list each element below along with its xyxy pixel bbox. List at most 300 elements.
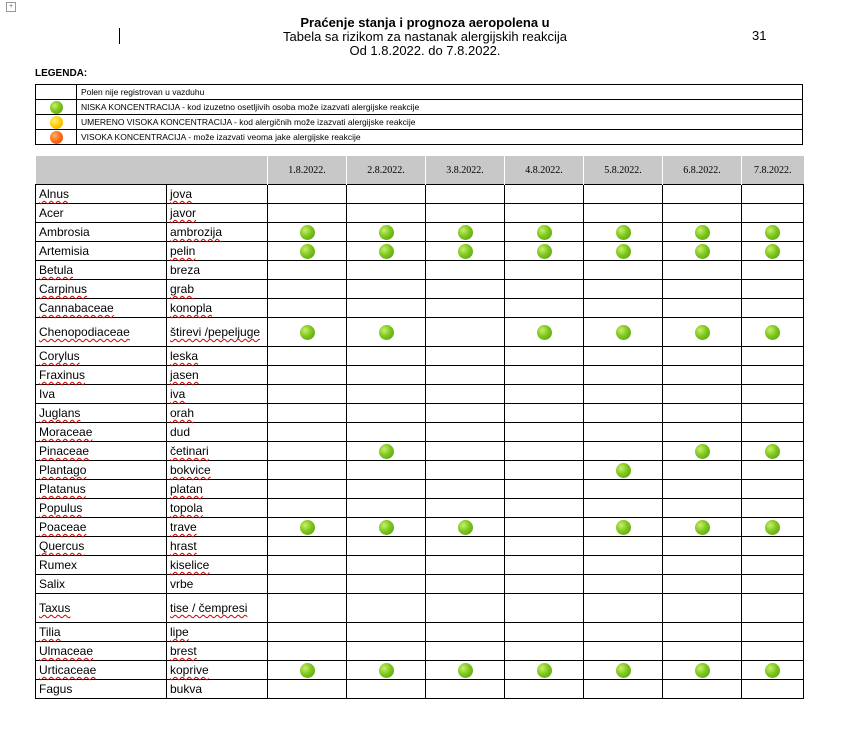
green-dot-icon: [537, 325, 552, 340]
risk-cell: [347, 537, 426, 556]
risk-cell: [426, 280, 505, 299]
plant-latin-cell: [36, 442, 167, 461]
risk-cell: [505, 642, 584, 661]
risk-cell: [505, 594, 584, 623]
date-header-row: [36, 156, 804, 185]
risk-cell: [663, 261, 742, 280]
plant-latin-name: Fagus: [39, 682, 73, 696]
risk-cell: [663, 680, 742, 699]
plant-local-cell: [167, 385, 268, 404]
legend-swatch: [36, 100, 77, 115]
green-dot-icon: [695, 325, 710, 340]
table-row: [36, 347, 804, 366]
risk-cell: [663, 480, 742, 499]
plant-latin-cell: [36, 499, 167, 518]
table-row: [36, 537, 804, 556]
table-row: [36, 385, 804, 404]
risk-cell: [584, 280, 663, 299]
risk-cell: [268, 223, 347, 242]
plant-local-cell: [167, 366, 268, 385]
plant-latin-cell: [36, 537, 167, 556]
risk-cell: [505, 366, 584, 385]
risk-cell: [268, 680, 347, 699]
green-dot-icon: [300, 244, 315, 259]
risk-cell: [426, 204, 505, 223]
risk-cell: [268, 499, 347, 518]
risk-cell: [505, 318, 584, 347]
table-row: [36, 575, 804, 594]
risk-cell: [742, 594, 804, 623]
plant-latin-cell: [36, 347, 167, 366]
plant-local-cell: [167, 642, 268, 661]
risk-cell: [347, 204, 426, 223]
green-dot-icon: [616, 325, 631, 340]
green-dot-icon: [695, 225, 710, 240]
risk-cell: [347, 623, 426, 642]
text-cursor: [119, 28, 120, 44]
risk-cell: [584, 204, 663, 223]
risk-cell: [584, 423, 663, 442]
risk-cell: [426, 623, 505, 642]
risk-cell: [347, 642, 426, 661]
plant-local-name: hrast: [170, 539, 197, 553]
risk-cell: [426, 423, 505, 442]
plant-latin-cell: [36, 204, 167, 223]
risk-cell: [426, 347, 505, 366]
legend-text: UMERENO VISOKA KONCENTRACIJA - kod alergičnih može izazvati alergijske reakcije: [77, 115, 803, 130]
risk-cell: [663, 461, 742, 480]
risk-cell: [505, 480, 584, 499]
plant-latin-cell: [36, 404, 167, 423]
date-header: 3.8.2022.: [426, 156, 505, 185]
risk-cell: [347, 518, 426, 537]
risk-cell: [584, 623, 663, 642]
table-row: [36, 518, 804, 537]
risk-cell: [505, 185, 584, 204]
green-dot-icon: [50, 101, 63, 114]
risk-cell: [663, 642, 742, 661]
plant-latin-cell: [36, 318, 167, 347]
risk-cell: [505, 442, 584, 461]
plant-local-cell: [167, 680, 268, 699]
risk-cell: [742, 423, 804, 442]
risk-cell: [347, 680, 426, 699]
title-line-3: Od 1.8.2022. do 7.8.2022.: [349, 43, 501, 58]
risk-cell: [426, 242, 505, 261]
risk-cell: [505, 499, 584, 518]
risk-cell: [742, 347, 804, 366]
risk-cell: [268, 347, 347, 366]
plant-local-name: bokvice: [170, 463, 211, 477]
risk-cell: [505, 347, 584, 366]
risk-cell: [426, 223, 505, 242]
plant-latin-cell: [36, 185, 167, 204]
risk-cell: [584, 385, 663, 404]
risk-cell: [742, 442, 804, 461]
plant-local-cell: [167, 499, 268, 518]
plant-latin-cell: [36, 575, 167, 594]
risk-cell: [347, 299, 426, 318]
risk-cell: [268, 461, 347, 480]
green-dot-icon: [765, 444, 780, 459]
plant-latin-name: Juglans: [39, 406, 81, 420]
table-row: [36, 223, 804, 242]
plant-latin-cell: [36, 280, 167, 299]
risk-cell: [347, 366, 426, 385]
green-dot-icon: [379, 325, 394, 340]
plant-latin-name: Platanus: [39, 482, 86, 496]
risk-cell: [742, 480, 804, 499]
plant-local-cell: [167, 404, 268, 423]
green-dot-icon: [458, 225, 473, 240]
risk-cell: [742, 242, 804, 261]
plant-latin-cell: [36, 556, 167, 575]
risk-cell: [268, 385, 347, 404]
plant-latin-name: Quercus: [39, 539, 85, 553]
legend-table: [35, 84, 803, 145]
risk-cell: [268, 661, 347, 680]
risk-cell: [742, 261, 804, 280]
plant-local-cell: [167, 223, 268, 242]
legend-label: LEGENDA:: [35, 68, 88, 79]
plant-latin-cell: [36, 480, 167, 499]
plant-latin-cell: [36, 223, 167, 242]
risk-cell: [505, 280, 584, 299]
risk-cell: [584, 575, 663, 594]
risk-cell: [584, 556, 663, 575]
plant-latin-cell: [36, 461, 167, 480]
risk-cell: [347, 404, 426, 423]
risk-cell: [268, 594, 347, 623]
green-dot-icon: [379, 520, 394, 535]
green-dot-icon: [379, 444, 394, 459]
plant-local-cell: [167, 661, 268, 680]
plant-local-name: topola: [170, 501, 203, 515]
date-header: 4.8.2022.: [505, 156, 584, 185]
plant-local-cell: [167, 261, 268, 280]
risk-cell: [584, 642, 663, 661]
risk-cell: [426, 261, 505, 280]
risk-cell: [742, 318, 804, 347]
risk-cell: [347, 594, 426, 623]
plant-local-name: grab: [170, 282, 195, 296]
risk-cell: [426, 480, 505, 499]
risk-cell: [426, 556, 505, 575]
table-row: [36, 594, 804, 623]
table-row: [36, 442, 804, 461]
green-dot-icon: [765, 520, 780, 535]
legend-item: [36, 130, 803, 145]
plant-local-cell: [167, 623, 268, 642]
risk-cell: [584, 480, 663, 499]
green-dot-icon: [765, 244, 780, 259]
risk-cell: [426, 461, 505, 480]
table-row: [36, 423, 804, 442]
risk-cell: [663, 347, 742, 366]
risk-cell: [663, 385, 742, 404]
plant-latin-cell: [36, 385, 167, 404]
green-dot-icon: [695, 244, 710, 259]
risk-cell: [426, 318, 505, 347]
risk-cell: [426, 499, 505, 518]
risk-cell: [268, 280, 347, 299]
legend-swatch: [36, 130, 77, 145]
plant-latin-name: Urticaceae: [39, 663, 97, 677]
risk-cell: [347, 499, 426, 518]
green-dot-icon: [458, 520, 473, 535]
plant-latin-name: Fraxinus: [39, 368, 86, 382]
plant-local-name: jova: [170, 187, 193, 201]
risk-cell: [742, 404, 804, 423]
risk-cell: [268, 480, 347, 499]
risk-cell: [663, 518, 742, 537]
risk-cell: [584, 537, 663, 556]
risk-cell: [505, 537, 584, 556]
plant-latin-cell: [36, 261, 167, 280]
legend-item: [36, 100, 803, 115]
green-dot-icon: [300, 325, 315, 340]
risk-cell: [742, 518, 804, 537]
risk-cell: [584, 404, 663, 423]
risk-cell: [426, 594, 505, 623]
risk-cell: [584, 223, 663, 242]
risk-cell: [584, 318, 663, 347]
risk-cell: [268, 242, 347, 261]
plant-latin-name: Carpinus: [39, 282, 88, 296]
plant-local-name: javor: [170, 206, 197, 220]
plant-latin-name: Alnus: [39, 187, 70, 201]
green-dot-icon: [765, 225, 780, 240]
risk-cell: [347, 318, 426, 347]
plant-latin-name: Iva: [39, 387, 56, 401]
title-line-1: Praćenje stanja i prognoza aeropolena u: [300, 15, 550, 30]
pollen-risk-table: [35, 156, 804, 699]
risk-cell: [663, 575, 742, 594]
plant-latin-cell: [36, 299, 167, 318]
risk-cell: [584, 185, 663, 204]
green-dot-icon: [300, 520, 315, 535]
page-corner-marker[interactable]: +: [6, 2, 16, 12]
risk-cell: [663, 594, 742, 623]
green-dot-icon: [765, 325, 780, 340]
green-dot-icon: [379, 244, 394, 259]
plant-local-cell: [167, 556, 268, 575]
risk-cell: [663, 242, 742, 261]
risk-cell: [742, 680, 804, 699]
risk-cell: [663, 280, 742, 299]
green-dot-icon: [379, 663, 394, 678]
risk-cell: [742, 642, 804, 661]
risk-cell: [268, 366, 347, 385]
risk-cell: [742, 623, 804, 642]
risk-cell: [663, 661, 742, 680]
risk-cell: [268, 204, 347, 223]
document-title: [240, 16, 610, 58]
risk-cell: [505, 299, 584, 318]
risk-cell: [742, 556, 804, 575]
green-dot-icon: [300, 225, 315, 240]
table-row: [36, 480, 804, 499]
plant-local-name: štirevi /pepeljuge: [170, 325, 261, 339]
risk-cell: [742, 299, 804, 318]
plant-local-cell: [167, 347, 268, 366]
plant-latin-name: Betula: [39, 263, 74, 277]
legend-text: Polen nije registrovan u vazduhu: [77, 85, 803, 100]
plant-local-name: orah: [170, 406, 195, 420]
plant-local-name: koprive: [170, 663, 209, 677]
risk-cell: [426, 537, 505, 556]
plant-local-cell: [167, 423, 268, 442]
risk-cell: [347, 423, 426, 442]
risk-cell: [268, 299, 347, 318]
risk-cell: [268, 261, 347, 280]
risk-cell: [347, 480, 426, 499]
plant-latin-name: Poaceae: [39, 520, 87, 534]
plant-latin-cell: [36, 423, 167, 442]
legend-item: [36, 115, 803, 130]
plant-latin-name: Taxus: [39, 601, 71, 615]
risk-cell: [505, 623, 584, 642]
risk-cell: [268, 537, 347, 556]
risk-cell: [347, 280, 426, 299]
risk-cell: [426, 185, 505, 204]
risk-cell: [505, 556, 584, 575]
risk-cell: [663, 366, 742, 385]
risk-cell: [742, 575, 804, 594]
risk-cell: [426, 442, 505, 461]
plant-latin-name: Rumex: [39, 558, 78, 572]
risk-cell: [347, 185, 426, 204]
plant-local-cell: [167, 442, 268, 461]
green-dot-icon: [300, 663, 315, 678]
table-row: [36, 366, 804, 385]
plant-latin-name: Plantago: [39, 463, 87, 477]
risk-cell: [505, 404, 584, 423]
green-dot-icon: [537, 225, 552, 240]
risk-cell: [268, 318, 347, 347]
risk-cell: [505, 242, 584, 261]
table-row: [36, 261, 804, 280]
plant-local-name: četinari: [170, 444, 209, 458]
risk-cell: [584, 680, 663, 699]
plant-latin-name: Chenopodiaceae: [39, 325, 130, 339]
plant-latin-name: Ulmaceae: [39, 644, 94, 658]
risk-cell: [663, 442, 742, 461]
plant-local-name: jasen: [170, 368, 199, 382]
risk-cell: [742, 223, 804, 242]
risk-cell: [268, 404, 347, 423]
plant-local-name: trave: [170, 520, 197, 534]
risk-cell: [426, 575, 505, 594]
green-dot-icon: [616, 244, 631, 259]
risk-cell: [268, 623, 347, 642]
risk-cell: [505, 661, 584, 680]
table-row: [36, 299, 804, 318]
plant-latin-cell: [36, 642, 167, 661]
risk-cell: [426, 404, 505, 423]
title-line-2: Tabela sa rizikom za nastanak alergijskih reakcija: [283, 29, 567, 44]
plant-local-name: iva: [170, 387, 186, 401]
plant-latin-name: Pinaceae: [39, 444, 90, 458]
table-row: [36, 318, 804, 347]
risk-cell: [347, 442, 426, 461]
green-dot-icon: [616, 463, 631, 478]
plant-latin-cell: [36, 661, 167, 680]
green-dot-icon: [458, 244, 473, 259]
plant-local-cell: [167, 594, 268, 623]
risk-cell: [505, 261, 584, 280]
risk-cell: [584, 366, 663, 385]
risk-cell: [584, 518, 663, 537]
risk-cell: [742, 499, 804, 518]
risk-cell: [663, 623, 742, 642]
legend-swatch: [36, 115, 77, 130]
green-dot-icon: [616, 225, 631, 240]
risk-cell: [426, 518, 505, 537]
risk-cell: [505, 423, 584, 442]
green-dot-icon: [695, 663, 710, 678]
plant-local-name: konopla: [170, 301, 213, 315]
plant-local-cell: [167, 242, 268, 261]
legend-text: NISKA KONCENTRACIJA - kod izuzetno osetljivih osoba može izazvati alergijske reakcije: [77, 100, 803, 115]
risk-cell: [505, 385, 584, 404]
risk-cell: [663, 185, 742, 204]
plant-latin-cell: [36, 680, 167, 699]
risk-cell: [268, 575, 347, 594]
green-dot-icon: [537, 244, 552, 259]
risk-cell: [584, 242, 663, 261]
table-row: [36, 680, 804, 699]
risk-cell: [505, 223, 584, 242]
risk-cell: [505, 461, 584, 480]
plant-local-name: bukva: [170, 682, 203, 696]
plant-local-name: lipe: [170, 625, 189, 639]
plant-latin-name: Ambrosia: [39, 225, 90, 239]
risk-cell: [742, 661, 804, 680]
header-blank-latin: [36, 156, 167, 185]
plant-local-name: tise / čempresi: [170, 601, 248, 615]
table-row: [36, 461, 804, 480]
plant-latin-name: Salix: [39, 577, 66, 591]
table-row: [36, 404, 804, 423]
plant-latin-cell: [36, 366, 167, 385]
green-dot-icon: [765, 663, 780, 678]
plant-local-cell: [167, 185, 268, 204]
plant-latin-name: Populus: [39, 501, 83, 515]
risk-cell: [347, 223, 426, 242]
risk-cell: [268, 642, 347, 661]
risk-cell: [663, 499, 742, 518]
green-dot-icon: [616, 520, 631, 535]
plant-latin-name: Tilia: [39, 625, 61, 639]
table-row: [36, 280, 804, 299]
risk-cell: [584, 461, 663, 480]
plant-local-name: leska: [170, 349, 199, 363]
plant-latin-name: Corylus: [39, 349, 80, 363]
risk-cell: [663, 204, 742, 223]
risk-cell: [742, 537, 804, 556]
plant-local-cell: [167, 537, 268, 556]
green-dot-icon: [537, 663, 552, 678]
green-dot-icon: [616, 663, 631, 678]
date-header: 2.8.2022.: [347, 156, 426, 185]
plant-local-name: brest: [170, 644, 197, 658]
plant-local-cell: [167, 461, 268, 480]
risk-cell: [505, 680, 584, 699]
plant-local-cell: [167, 518, 268, 537]
risk-cell: [268, 518, 347, 537]
yellow-dot-icon: [50, 116, 63, 129]
